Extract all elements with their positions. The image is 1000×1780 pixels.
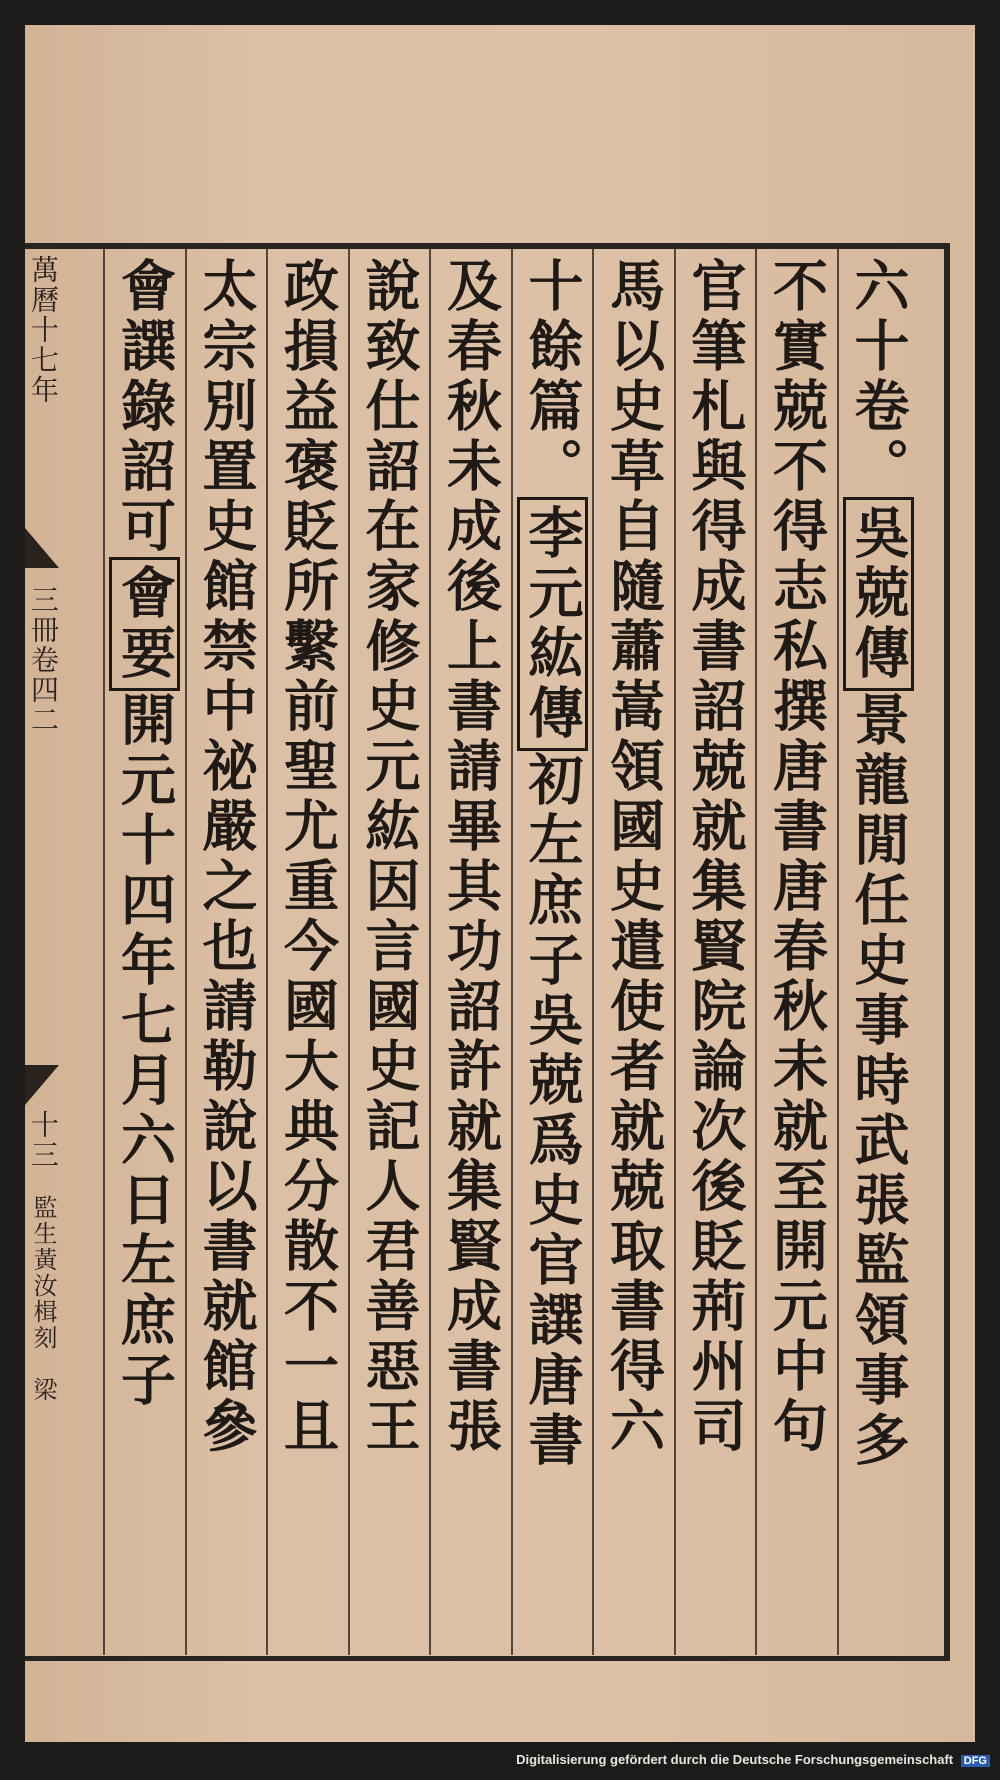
column-rule <box>103 249 105 1655</box>
margin-carver: 監生黃汝楫刻 梁 <box>29 1195 57 1403</box>
margin-volume: 三冊卷四二 <box>27 585 60 735</box>
column-rule <box>185 249 187 1655</box>
text-column <box>435 257 505 1457</box>
text-column <box>272 257 342 1457</box>
text-segment: 十餘篇。 <box>519 257 585 497</box>
text-segment: 開元十四年七月六日左庶子 <box>112 691 177 1411</box>
text-segment: 初左庶子吳兢爲史官譔唐書 <box>519 751 585 1471</box>
column-rule <box>674 249 676 1655</box>
text-column <box>843 257 913 1471</box>
text-segment: 景龍閒任史事時武張監領事多 <box>845 691 911 1471</box>
column-rule <box>348 249 350 1655</box>
text-segment: 六十卷。 <box>845 257 911 497</box>
digitization-footer <box>516 1752 990 1767</box>
column-rule <box>429 249 431 1655</box>
text-segment: 會譔錄詔可 <box>112 257 177 557</box>
boxed-source-label: 李元紘傳 <box>517 497 588 751</box>
text-column <box>598 257 668 1457</box>
margin-page-number: 十三 <box>27 1110 60 1170</box>
column-rule <box>266 249 268 1655</box>
dfg-logo: DFG <box>961 1755 990 1767</box>
text-column <box>761 257 831 1457</box>
footer-text: Digitalisierung gefördert durch die Deutsche Forschungsgemeinschaft <box>516 1752 954 1767</box>
text-segment: 不實兢不得志私撰唐書唐春秋未就至開元中句 <box>764 257 829 1457</box>
text-segment: 政損益褒貶所繫前聖尤重今國大典分散不一且 <box>275 257 340 1457</box>
book-page <box>25 25 975 1742</box>
text-segment: 官筆札與得成書詔兢就集賢院論次後貶荊州司 <box>682 257 748 1457</box>
boxed-source-label: 吳兢傳 <box>843 497 914 691</box>
text-column <box>191 257 261 1457</box>
column-rule <box>837 249 839 1655</box>
text-segment: 說致仕詔在家修史元紘因言國史記人君善惡王 <box>356 257 422 1457</box>
text-column <box>517 257 587 1471</box>
column-rule <box>592 249 594 1655</box>
margin-title: 萬曆十七年 <box>27 255 60 405</box>
text-column <box>109 257 179 1411</box>
boxed-source-label: 會要 <box>109 557 180 691</box>
column-rule <box>511 249 513 1655</box>
text-column <box>354 257 424 1457</box>
fold-margin <box>25 250 61 1660</box>
text-column <box>680 257 750 1457</box>
column-rule <box>755 249 757 1655</box>
text-segment: 及春秋未成後上書請畢其功詔許就集賢成書張 <box>438 257 503 1457</box>
text-segment: 太宗別置史館禁中祕嚴之也請勒說以書就館參 <box>193 257 259 1457</box>
text-segment: 馬以史草自隨蕭嵩領國史遣使者就兢取書得六 <box>601 257 666 1457</box>
